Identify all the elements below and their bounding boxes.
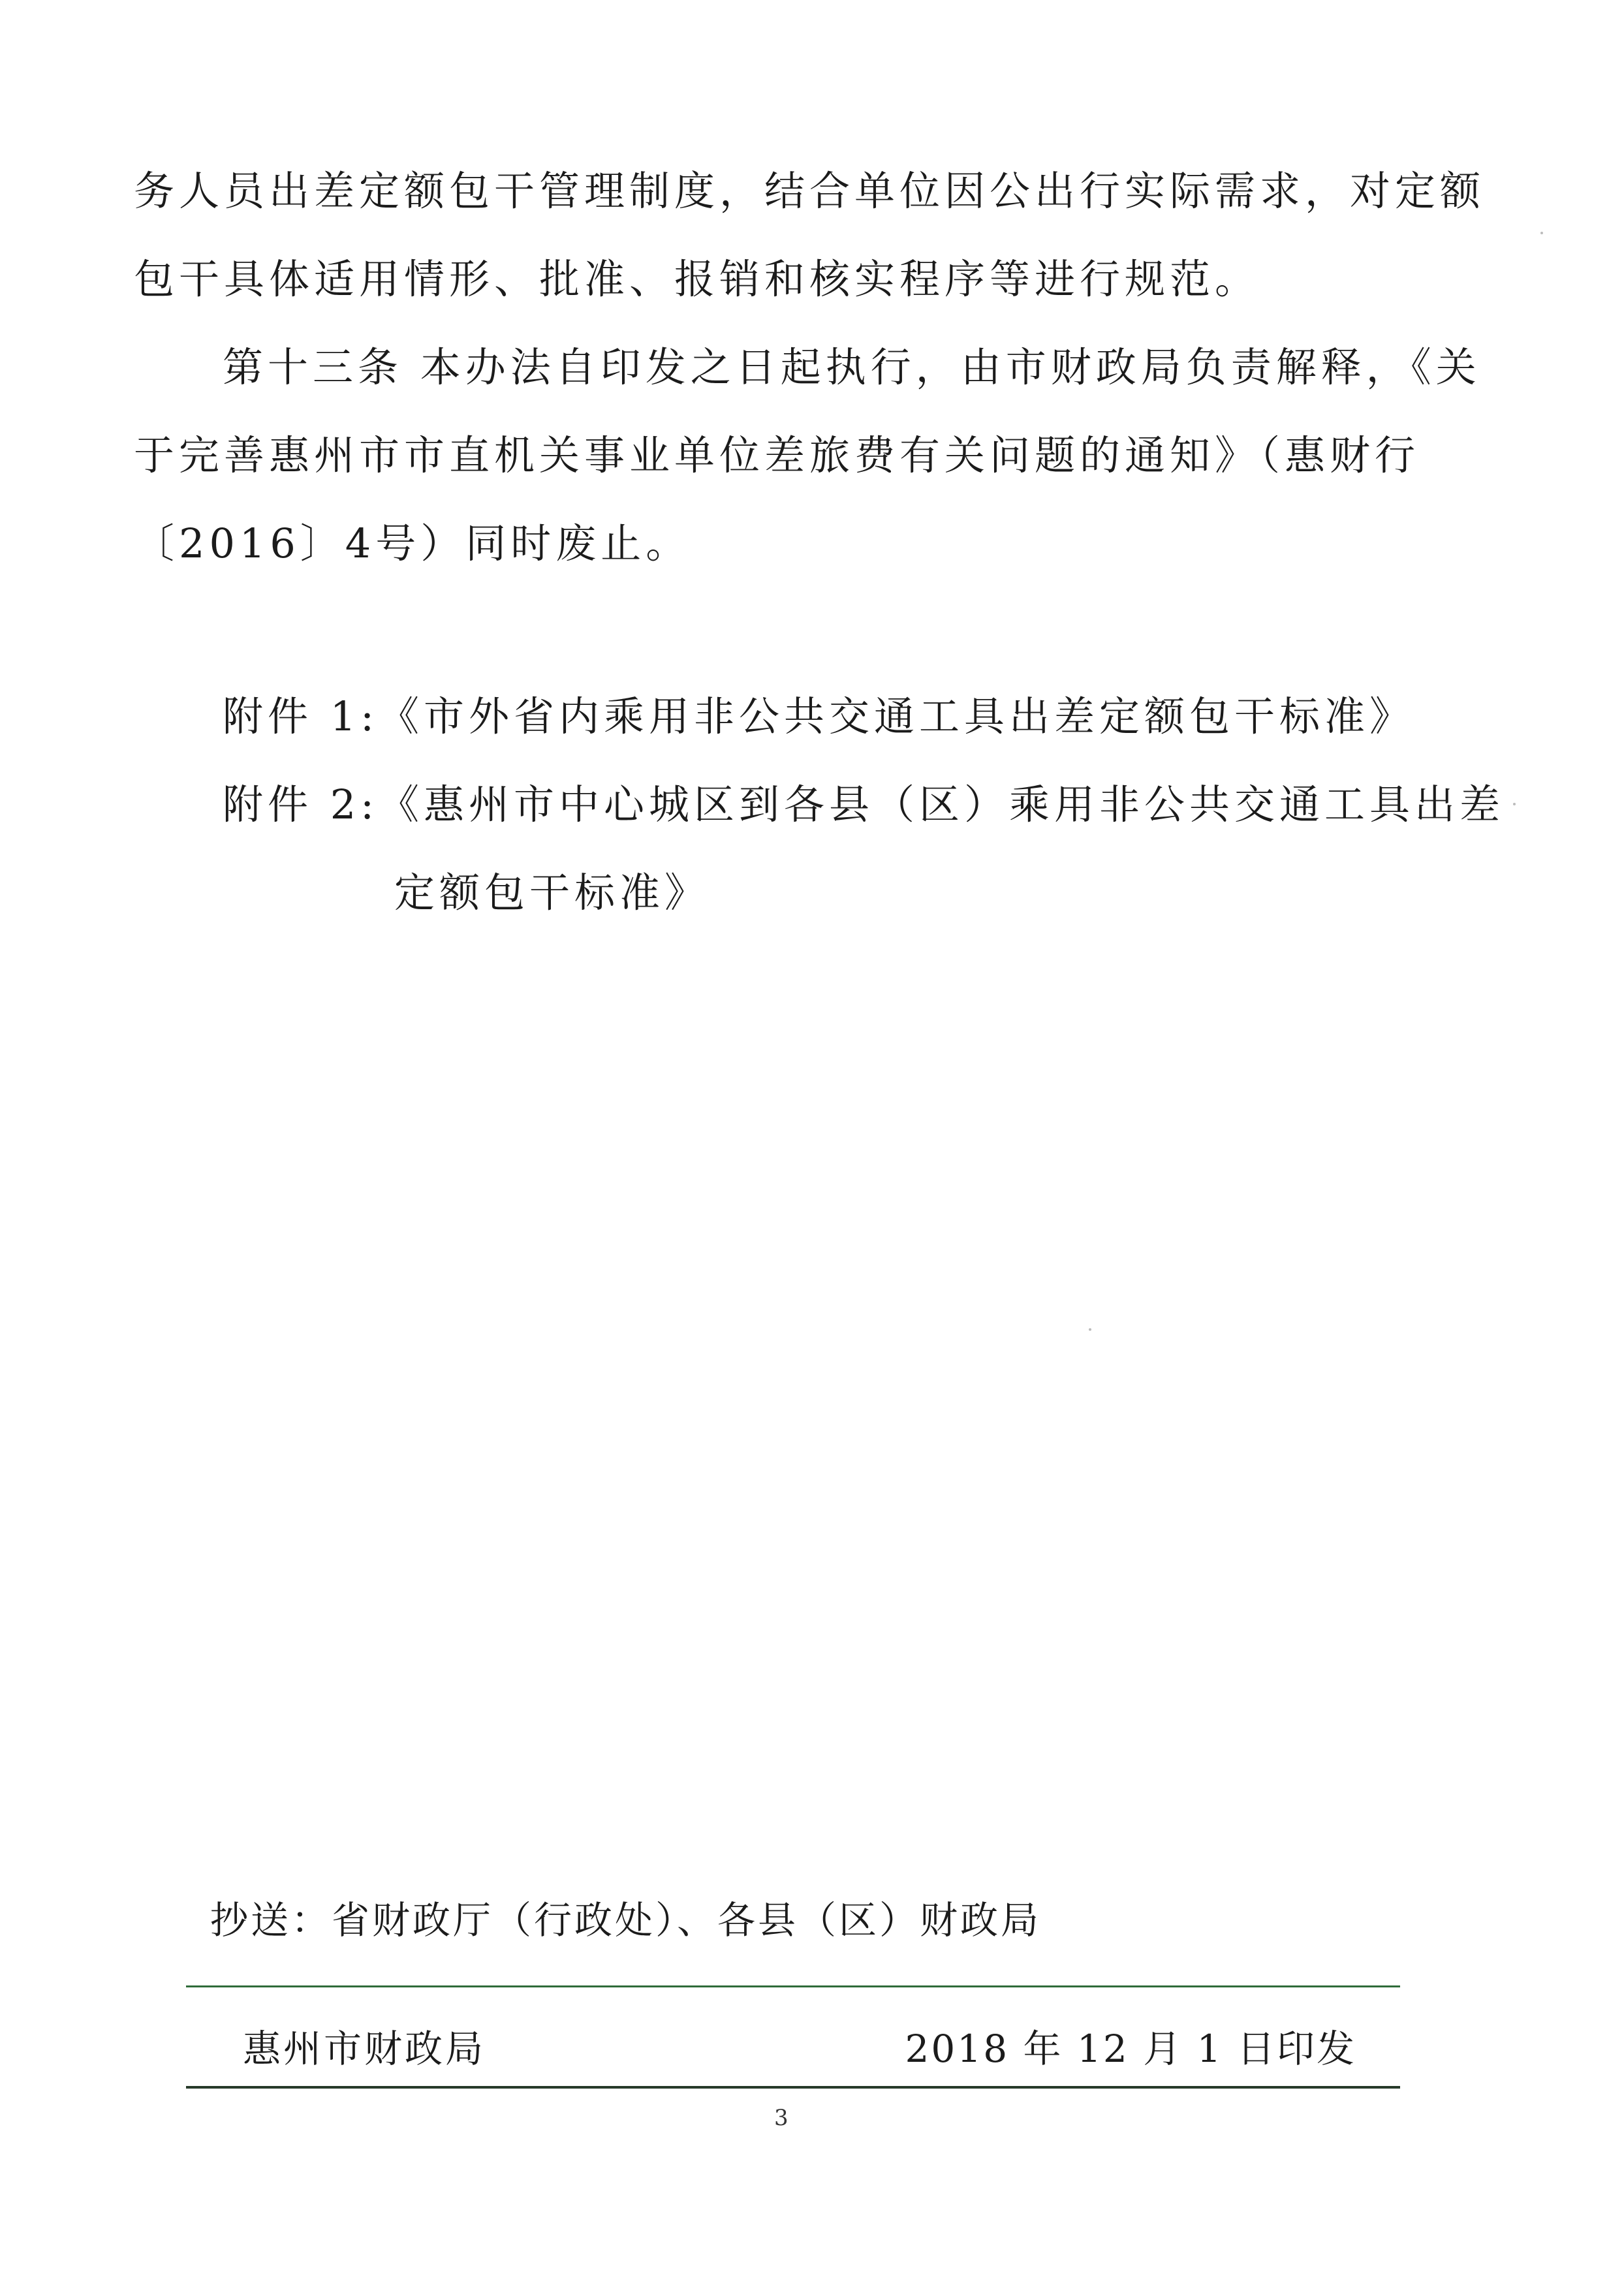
article-13-line-1: 第十三条 本办法自印发之日起执行，由市财政局负责解释，《关: [223, 343, 1481, 391]
page-number: 3: [774, 2105, 789, 2131]
body-line-1: 务人员出差定额包干管理制度，结合单位因公出行实际需求，对定额: [134, 167, 1486, 215]
issuing-authority: 惠州市财政局: [243, 2027, 486, 2071]
footer-rule-top: [186, 1985, 1400, 1987]
issue-date: 2018 年 12 月 1 日印发: [905, 2027, 1356, 2071]
article-13-line-2: 于完善惠州市市直机关事业单位差旅费有关问题的通知》（惠财行: [134, 431, 1420, 479]
scan-speck: [1513, 803, 1516, 805]
cc-recipients: 抄送：省财政厅（行政处）、各县（区）财政局: [210, 1898, 1042, 1942]
attachment-1: 附件 1:《市外省内乘用非公共交通工具出差定额包干标准》: [223, 692, 1415, 740]
attachment-2-line-1: 附件 2:《惠州市中心城区到各县（区）乘用非公共交通工具出差: [223, 781, 1505, 828]
attachment-2-line-2: 定额包干标准》: [394, 869, 710, 916]
footer-rule-bottom: [186, 2086, 1400, 2089]
scan-speck: [1540, 232, 1543, 234]
body-paragraphs: [134, 147, 1486, 587]
scan-speck: [1089, 1328, 1091, 1331]
body-line-2: 包干具体适用情形、批准、报销和核实程序等进行规范。: [134, 255, 1260, 303]
article-13-line-3: 〔2016〕4号）同时废止。: [134, 520, 691, 567]
